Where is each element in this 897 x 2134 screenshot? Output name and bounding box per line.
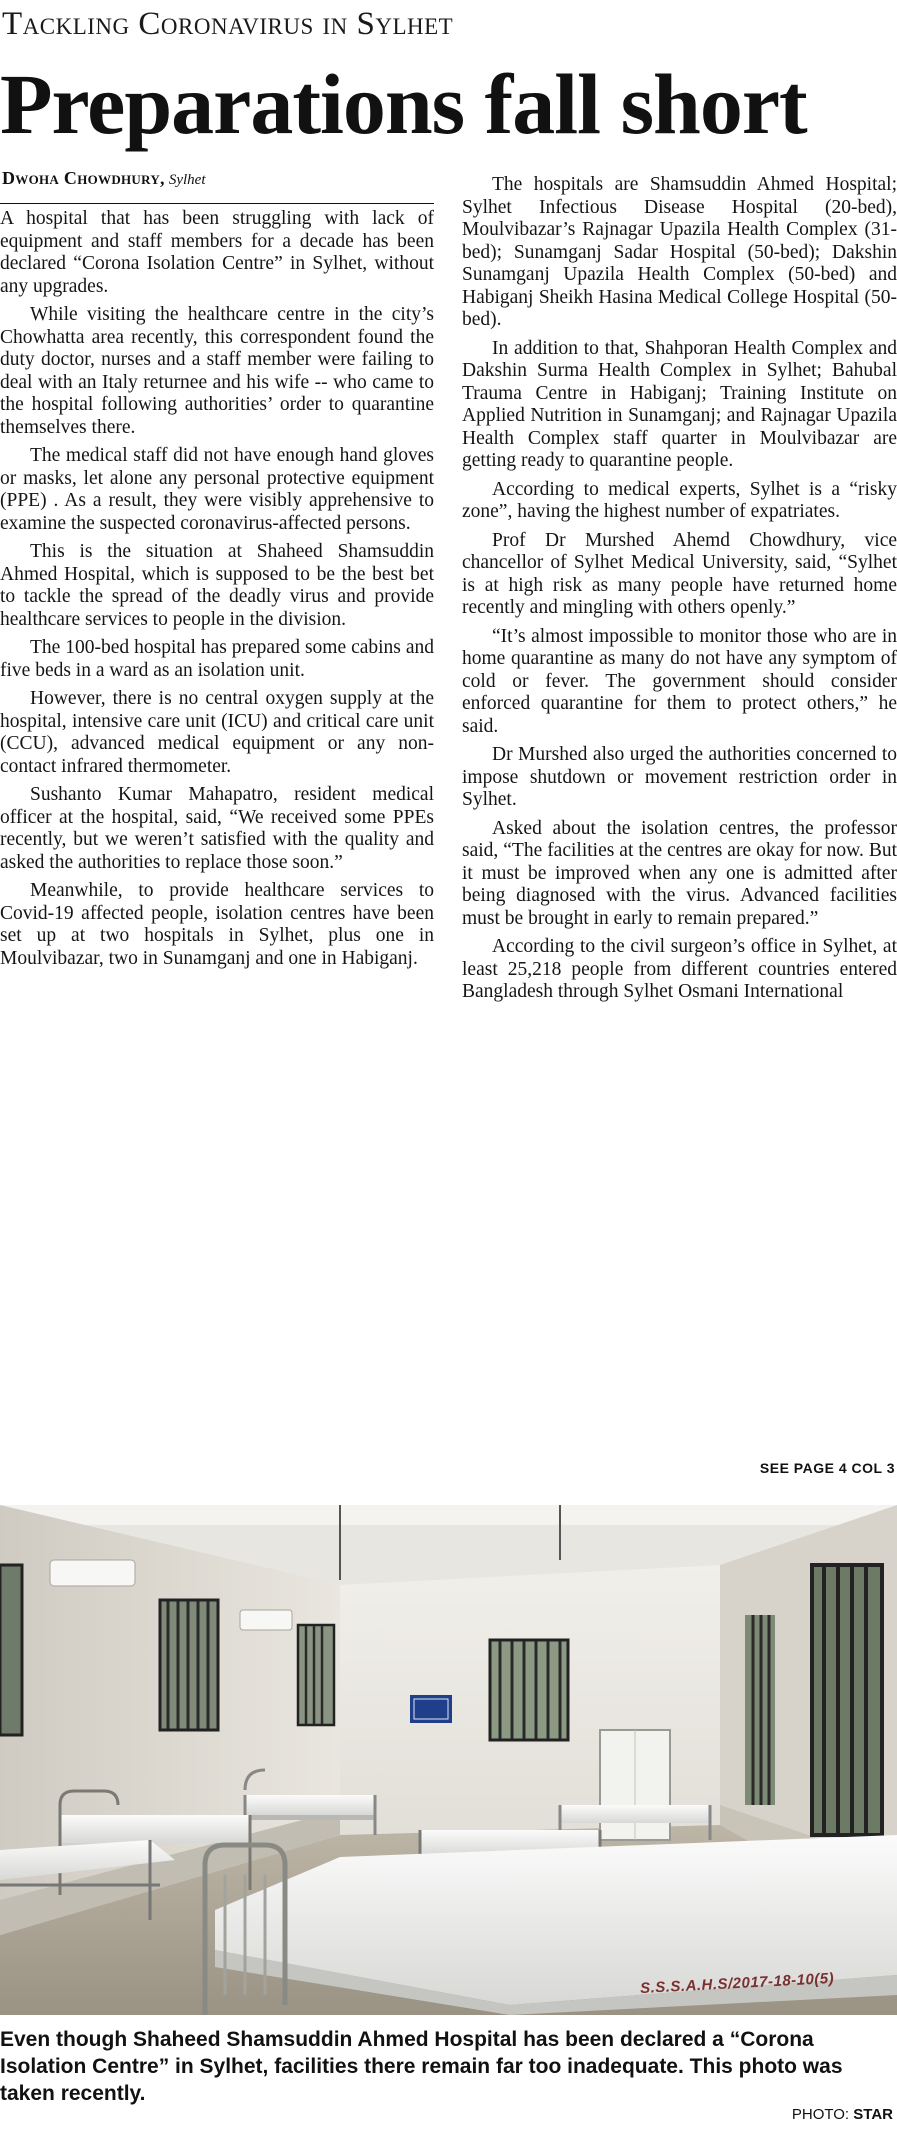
paragraph: The hospitals are Shamsuddin Ahmed Hospital; Sylhet Infectious Disease Hospital (20-bed), Moulvibazar’s Rajnagar Upazila Health Complex (31-bed); Sunamganj Sadar Hospital (50-bed); Dakshin Sunamganj Upazila Health Complex (50-bed) and Habiganj Sheikh Hasina Medical College Hospital (50-bed). (462, 174, 897, 330)
section-kicker: Tackling Coronavirus in Sylhet (2, 6, 454, 42)
photo-credit (792, 2106, 893, 2123)
paragraph: While visiting the healthcare centre in the city’s Chowhatta area recently, this correspondent found the duty doctor, nurses and a staff member were failing to deal with an Italy returnee and his wife -- who came to the hospital following authorities’ order to quarantine themselves there. (0, 304, 434, 438)
byline-location: Sylhet (168, 172, 206, 188)
byline (2, 168, 434, 189)
paragraph: The 100-bed hospital has prepared some cabins and five beds in a ward as an isolation unit. (0, 637, 434, 681)
byline-divider (0, 203, 434, 204)
byline-author: Dwoha Chowdhury, (2, 168, 165, 188)
paragraph: In addition to that, Shahporan Health Complex and Dakshin Surma Health Complex in Sylhet; Bahubal Trauma Centre in Habiganj; Training Institute on Applied Nutrition in Sunamganj; and Rajnagar Upazila Health Complex staff quarter in Moulvibazar are getting ready to quarantine people. (462, 337, 897, 471)
article-column-2 (462, 174, 897, 1010)
hospital-ward-photo (0, 1505, 897, 2015)
paragraph: Meanwhile, to provide healthcare services to Covid-19 affected people, isolation centres have been set up at two hospitals in Sylhet, plus one in Moulvibazar, two in Sunamganj and one in Habiganj. (0, 880, 434, 969)
paragraph: A hospital that has been struggling with lack of equipment and staff members for a decade has been declared “Corona Isolation Centre” in Sylhet, without any upgrades. (0, 208, 434, 297)
paragraph: However, there is no central oxygen supply at the hospital, intensive care unit (ICU) and critical care unit (CCU), advanced medical equipment or any non-contact infrared thermometer. (0, 688, 434, 777)
photo-caption: Even though Shaheed Shamsuddin Ahmed Hospital has been declared a “Corona Isolation Centre” in Sylhet, facilities there remain far too inadequate. This photo was taken recently. (0, 2028, 843, 2105)
window-back (490, 1640, 568, 1740)
window-left-2 (160, 1600, 218, 1730)
paragraph: According to the civil surgeon’s office in Sylhet, at least 25,218 people from different countries entered Bangladesh through Sylhet Osmani International (462, 936, 897, 1002)
photo-credit-label: PHOTO: (791, 2106, 850, 2123)
window-left-1 (0, 1565, 22, 1735)
bed-label-plate: S.S.S.A.H.S/2017-18-10(5) (639, 1969, 835, 1998)
paragraph: The medical staff did not have enough hand gloves or masks, let alone any personal protective equipment (PPE) . As a result, they were visibly apprehensive to examine the suspected coronavirus-affected persons. (0, 445, 434, 534)
paragraph: Asked about the isolation centres, the professor said, “The facilities at the centres are okay for now. But it must be improved when any one is admitted after being diagnosed with the virus. Advanced facilities must be brought in early to remain prepared.” (462, 817, 897, 929)
paragraph: Sushanto Kumar Mahapatro, resident medical officer at the hospital, said, “We received some PPEs recently, but we weren’t satisfied with the quality and asked the authorities to replace those soon.” (0, 784, 434, 873)
paragraph: According to medical experts, Sylhet is a “risky zone”, having the highest number of expatriates. (462, 478, 897, 522)
paragraph: Dr Murshed also urged the authorities concerned to impose shutdown or movement restriction order in Sylhet. (462, 744, 897, 810)
photo-illustration (0, 1505, 897, 2015)
headline: Preparations fall short (0, 56, 807, 152)
article-column-1 (0, 208, 434, 976)
photo-credit-source: STAR (853, 2106, 893, 2123)
paragraph: Prof Dr Murshed Ahemd Chowdhury, vice chancellor of Sylhet Medical University, said, “Sylhet is at high risk as many people have returned home recently and mingling with others openly.” (462, 529, 897, 618)
window-left-3 (298, 1625, 334, 1725)
paragraph: This is the situation at Shaheed Shamsuddin Ahmed Hospital, which is supposed to be the best bet to tackle the spread of the deadly virus and provide healthcare services to people in the division. (0, 541, 434, 630)
continuation-link[interactable]: SEE PAGE 4 COL 3 (759, 1460, 895, 1476)
paragraph: “It’s almost impossible to monitor those who are in home quarantine as many do not have any symptom of cold or fever. The government should consider enforced quarantine for them to protect others,” he said. (462, 625, 897, 737)
